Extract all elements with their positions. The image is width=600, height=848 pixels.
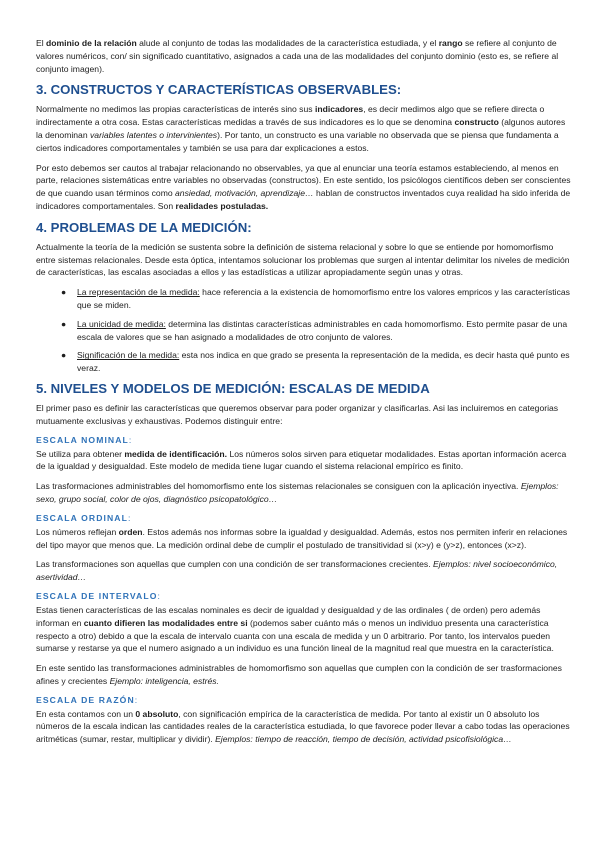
- list-item: ● La representación de la medida: hace referencia a la existencia de homomorfismo entre los valores empricos y las características que se miden.: [61, 287, 570, 310]
- list-item: ● La unicidad de medida: determina las distintas características administrables en cada homomorfismo. Esto permite pasar de una escala de valores que se han asignado a modalidades de otro conjunto de valores.: [61, 318, 568, 342]
- intro-paragraph: El dominio de la relación alude al conjunto de todas las modalidades de la característica estudiada, y el rango se refiere al conjunto de valores numéricos, con/ sin significado cuantitativo, asignados a cada una de las modalidades del conjunto dominio (esto es, se refiere al conjunto imagen).: [36, 38, 559, 74]
- nominal-paragraph-1: Se utiliza para obtener medida de identificación. Los números solos sirven para etiquetar modalidades. Estas aportan información acerca de la igualdad y desigualdad. Este modelo de medida tiene lugar cuando el sistema relacional empírico es finito.: [36, 448, 567, 472]
- section-3-heading: 3. CONSTRUCTOS Y CARACTERÍSTICAS OBSERVABLES:: [36, 82, 402, 98]
- bullet-icon: ●: [61, 287, 67, 298]
- section-4-list: [36, 286, 574, 375]
- section-3-paragraph-1: Normalmente no medimos las propias características de interés sino sus indicadores, es decir medimos algo que se refiere directa o indirectamente a otra cosa. Estas características medidas a través de sus indicadores es lo que se denomina constructo (algunos autores la denominan variables latentes o intervinientes). Por tanto, un constructo es una variable no observada que se piensa que fundamenta a ciertos indicadores comportamentales y también se usa para dar explicaciones a estos.: [36, 104, 566, 153]
- ordinal-paragraph-1: Los números reflejan orden. Estos además nos informas sobre la igualdad y desigualdad. Además, estos nos permiten inferir en relaciones del tipo mayor que menos que. La medición ordinal debe de cumplir el postulado de transitividad si (x>y) e (y>z), entonces (x>z).: [36, 526, 568, 550]
- section-5-intro: El primer paso es definir las características que queremos observar para poder organizar y clasificarlas. Asi las incluiremos en categorias mutuamente exclusivas y exhaustivas. Podemos distinguir entre:: [36, 402, 559, 426]
- list-item: ● Significación de la medida: esta nos indica en que grado se presenta la representación de la medida, es decir hasta qué punto es veraz.: [61, 350, 570, 374]
- razon-paragraph-1: En esta contamos con un 0 absoluto, con significación empírica de la característica de medida. Por tanto al existir un 0 absoluto los números de la escala indican las cantidades reales de la característica estudiada, lo que favorece poder llevar a cabo todas las operaciones aritméticas (sumar, restar, multiplicar y dividir). Ejemplos: tiempo de reacción, tiempo de decisión, actividad psicofisiológica…: [36, 708, 570, 745]
- nominal-paragraph-2: Las trasformaciones administrables del homomorfismo ente los sistemas relacionales se consiguen con la aplicación inyectiva. Ejemplos: sexo, grupo social, color de ojos, diagnóstico psicopatológico…: [36, 481, 559, 504]
- intervalo-paragraph-1: Estas tienen características de las escalas nominales es decir de igualdad y desigualdad y de las ordinales ( de orden) pero además informan en cuanto difieren las modalidades entre si (podemos saber cuánto más o menos un individuo presenta una característica respecto a otro) debido a que la escala de intervalo cuanta con una escala de medida y un 0 arbitrario. Por tanto, los intervalos pueden sumarse y restarse ya que el numero asignado a un individuo es una función lineal de la magnitud real que muestra en la característica.: [36, 604, 554, 654]
- ordinal-paragraph-2: Las transformaciones son aquellas que cumplen con una condición de ser transformaciones crecientes. Ejemplos: nivel socioeconómico, asertividad…: [36, 559, 558, 583]
- bullet-icon: ●: [61, 350, 67, 361]
- document-page: [36, 37, 574, 753]
- escala-ordinal-heading: ESCALA ORDINAL:: [36, 512, 132, 523]
- intervalo-paragraph-2: En este sentido las transformaciones administrables de homomorfismo son aquellas que cumplen con la condición de ser trasformaciones afines y crecientes Ejemplo: inteligencia, estrés.: [36, 663, 562, 686]
- escala-intervalo-heading: ESCALA DE INTERVALO:: [36, 590, 161, 601]
- section-4-heading: 4. PROBLEMAS DE LA MEDICIÓN:: [36, 219, 252, 235]
- section-4-paragraph: Actualmente la teoría de la medición se sustenta sobre la definición de sistema relacional y sobre lo que se entiende por homomorfismo entre sistemas relacionales. Desde esta óptica, intentamos solucionar los problemas que surgen al intentar delimitar los niveles de medición de características, las escalas asociadas a ellos y las estadísticas a utilizar apropiadamente según unas y otras.: [36, 241, 570, 278]
- escala-nominal-heading: ESCALA NOMINAL:: [36, 434, 133, 445]
- bullet-icon: ●: [61, 318, 67, 329]
- section-3-paragraph-2: Por esto debemos ser cautos al trabajar relacionando no observables, ya que al enunciar una teoría estamos estableciendo, al menos en parte, relaciones sistemáticas entre variables no observadas (constructos). En este sentido, los psicólogos científicos deben ser conscientes de que cuando usan términos como ansiedad, motivación, aprendizaje… hablan de constructos inventados cuya realidad ha sido inferida de indicadores comportamentales. Son realidades postuladas.: [36, 162, 571, 211]
- escala-razon-heading: ESCALA DE RAZÓN:: [36, 694, 139, 705]
- section-5-heading: 5. NIVELES Y MODELOS DE MEDICIÓN: ESCALAS DE MEDIDA: [36, 380, 430, 396]
